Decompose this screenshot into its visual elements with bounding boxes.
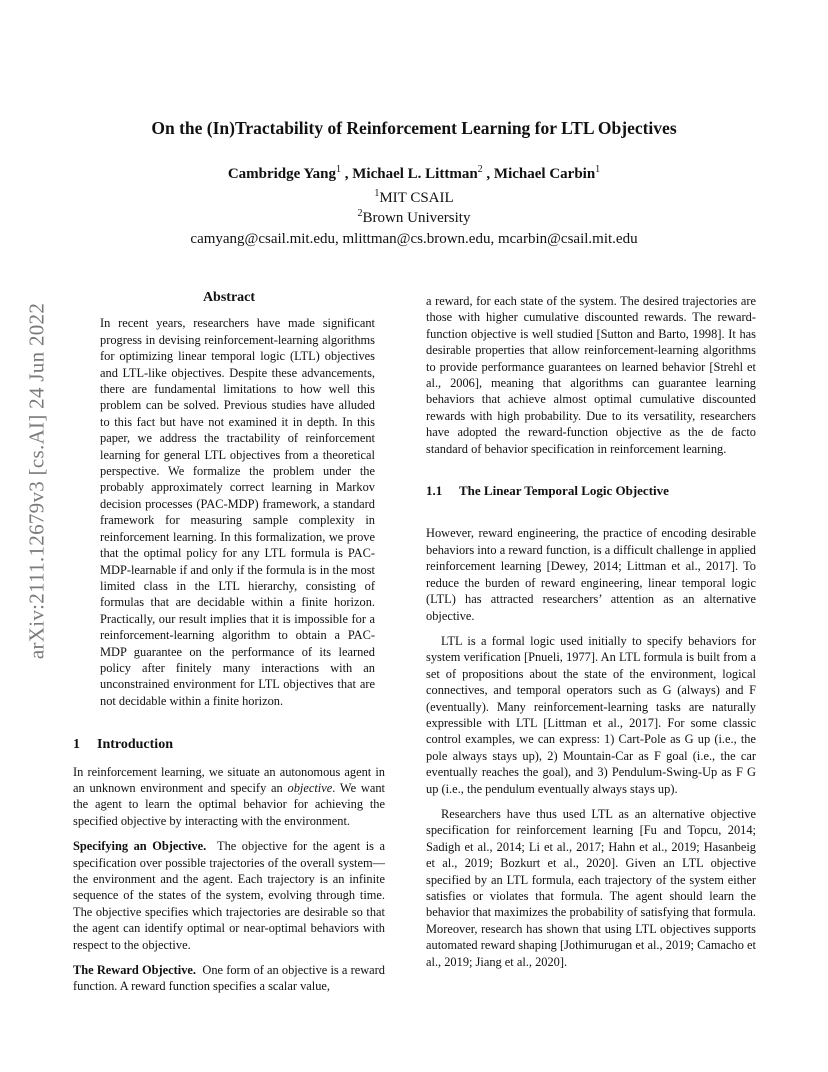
abstract	[73, 315, 385, 709]
author-affiliation-marker: 2	[477, 164, 483, 175]
text-run: The objective for the agent is a specification over possible trajectories of the overall system—the environment and the agent. Each trajectory is an infinite sequence of the states of the system, evolving through time. The objective specifies which trajectories are desirable so that the agent can identify optimal or near-optimal behaviors with respect to the objective.	[73, 839, 385, 952]
subsection-heading	[426, 483, 756, 499]
paper-title: On the (In)Tractability of Reinforcement Learning for LTL Objectives	[151, 118, 677, 138]
author-list	[0, 166, 828, 183]
run-in-heading: The Reward Objective.	[73, 963, 197, 978]
text-run: . We want the agent to learn the optimal behavior for achieving the specified objective by interacting with the environment.	[73, 780, 385, 828]
paragraph	[73, 962, 385, 995]
author-affiliation-marker: 1	[595, 164, 601, 175]
paragraph: LTL is a formal logic used initially to specify behaviors for system verification [Pnueli, 1977]. An LTL formula is built from a set of propositions about the state of the environment, logical connectives, and temporal operators such as G (always) and F (eventually). Many reinforcement-learning tasks are naturally expressible with LTL [Littman et al., 2017]. For some classic control examples, we can express: 1) Cart-Pole as G up (i.e., the pole always stays up), 2) Mountain-Car as F goal (i.e., the car eventually reaches the goal), and 3) Pendulum-Swing-Up as F G up (i.e., the pendulum eventually always stays up).	[426, 633, 756, 796]
paragraph	[73, 764, 385, 830]
text-run: One form of an objective is a reward function. A reward function specifies a scalar value,	[73, 963, 386, 994]
arxiv-id: arXiv:2111.12679v3 [cs.AI] 24 Jun 2022	[24, 302, 49, 660]
subsection-title: The Linear Temporal Logic Objective	[459, 483, 669, 499]
right-column	[426, 293, 756, 979]
author-name: Michael Carbin	[493, 166, 596, 182]
run-in-heading: Specifying an Objective.	[73, 839, 207, 854]
affiliation-marker: 1	[374, 188, 380, 199]
section-title: Introduction	[97, 737, 173, 753]
author-affiliation-marker: 1	[336, 164, 342, 175]
affiliation	[0, 210, 828, 227]
affiliation	[0, 190, 828, 207]
emphasis: objective	[287, 780, 333, 795]
author-separator: ,	[341, 166, 353, 182]
affiliation-name: Brown University	[362, 210, 471, 226]
section-heading	[73, 737, 385, 753]
paragraph: However, reward engineering, the practice of encoding desirable behaviors into a reward function, is a difficult challenge in applied reinforcement learning [Dewey, 2014; Littman et al., 2017]. To reduce the burden of reward engineering, linear temporal logic (LTL) has attracted researchers’ attention as an alternative objective.	[426, 526, 756, 623]
abstract-heading: Abstract	[202, 290, 256, 305]
affiliation-marker: 2	[357, 208, 363, 219]
left-column	[73, 290, 385, 1004]
author-name: Michael L. Littman	[352, 166, 478, 182]
abstract-text: In recent years, researchers have made significant progress in devising reinforcement-learning algorithms for optimizing linear temporal logic (LTL) objectives and LTL-like objectives. Despite these advancements, there are fundamental limitations to how well this problem can be solved. Previous studies have alluded to this fact but have not examined it in depth. In this paper, we address the tractability of reinforcement learning for general LTL objectives from a theoretical perspective. We formalize the problem under the probably approximately correct learning in Markov decision processes (PAC-MDP) framework, a standard framework for measuring sample complexity in reinforcement learning. In this formalization, we prove that the optimal policy for any LTL formula is PAC-MDP-learnable if and only if the formula is in the most limited class in the LTL hierarchy, consisting of formulas that are decidable within a finite horizon. Practically, our result implies that it is impossible for a reinforcement-learning algorithm to obtain a PAC-MDP guarantee on the performance of its learned policy after finitely many interactions with an unconstrained environment for LTL objectives that are not decidable within a finite horizon.	[100, 316, 375, 708]
paragraph	[73, 838, 385, 953]
arxiv-stamp	[22, 0, 52, 1072]
affiliation-name: MIT CSAIL	[379, 190, 454, 206]
section-number: 1	[73, 737, 80, 753]
paragraph: Researchers have thus used LTL as an alternative objective specification for reinforcement learning [Fu and Topcu, 2014; Sadigh et al., 2014; Li et al., 2017; Hahn et al., 2019; Hasanbeig et al., 2019; Bozkurt et al., 2020]. Given an LTL objective specified by an LTL formula, each trajectory of the system either satisfies or violates that formula. The agent should learn the behavior that maximizes the probability of satisfying that formula. Moreover, research has shown that using LTL objectives supports automated reward shaping [Jothimurugan et al., 2019; Camacho et al., 2019; Jiang et al., 2020].	[426, 806, 756, 969]
paragraph: a reward, for each state of the system. The desired trajectories are those with higher cumulative discounted rewards. The reward-function objective is well studied [Sutton and Barto, 1998]. It has desirable properties that allow reinforcement-learning algorithms to provide performance guarantees on learned behavior [Strehl et al., 2006], meaning that algorithms can guarantee learning behaviors that achieve almost optimal cumulative discounted rewards with high probability. Due to its versatility, researchers have adopted the reward-function objective as the de facto standard of behavior specification in reinforcement learning.	[426, 294, 756, 456]
author-emails: camyang@csail.mit.edu, mlittman@cs.brown.edu, mcarbin@csail.mit.edu	[190, 231, 638, 247]
text-run: In reinforcement learning, we situate an autonomous agent in an unknown environment and specify an	[73, 764, 385, 795]
author-name: Cambridge Yang	[227, 166, 337, 182]
author-separator: ,	[482, 166, 494, 182]
subsection-number: 1.1	[426, 483, 443, 499]
